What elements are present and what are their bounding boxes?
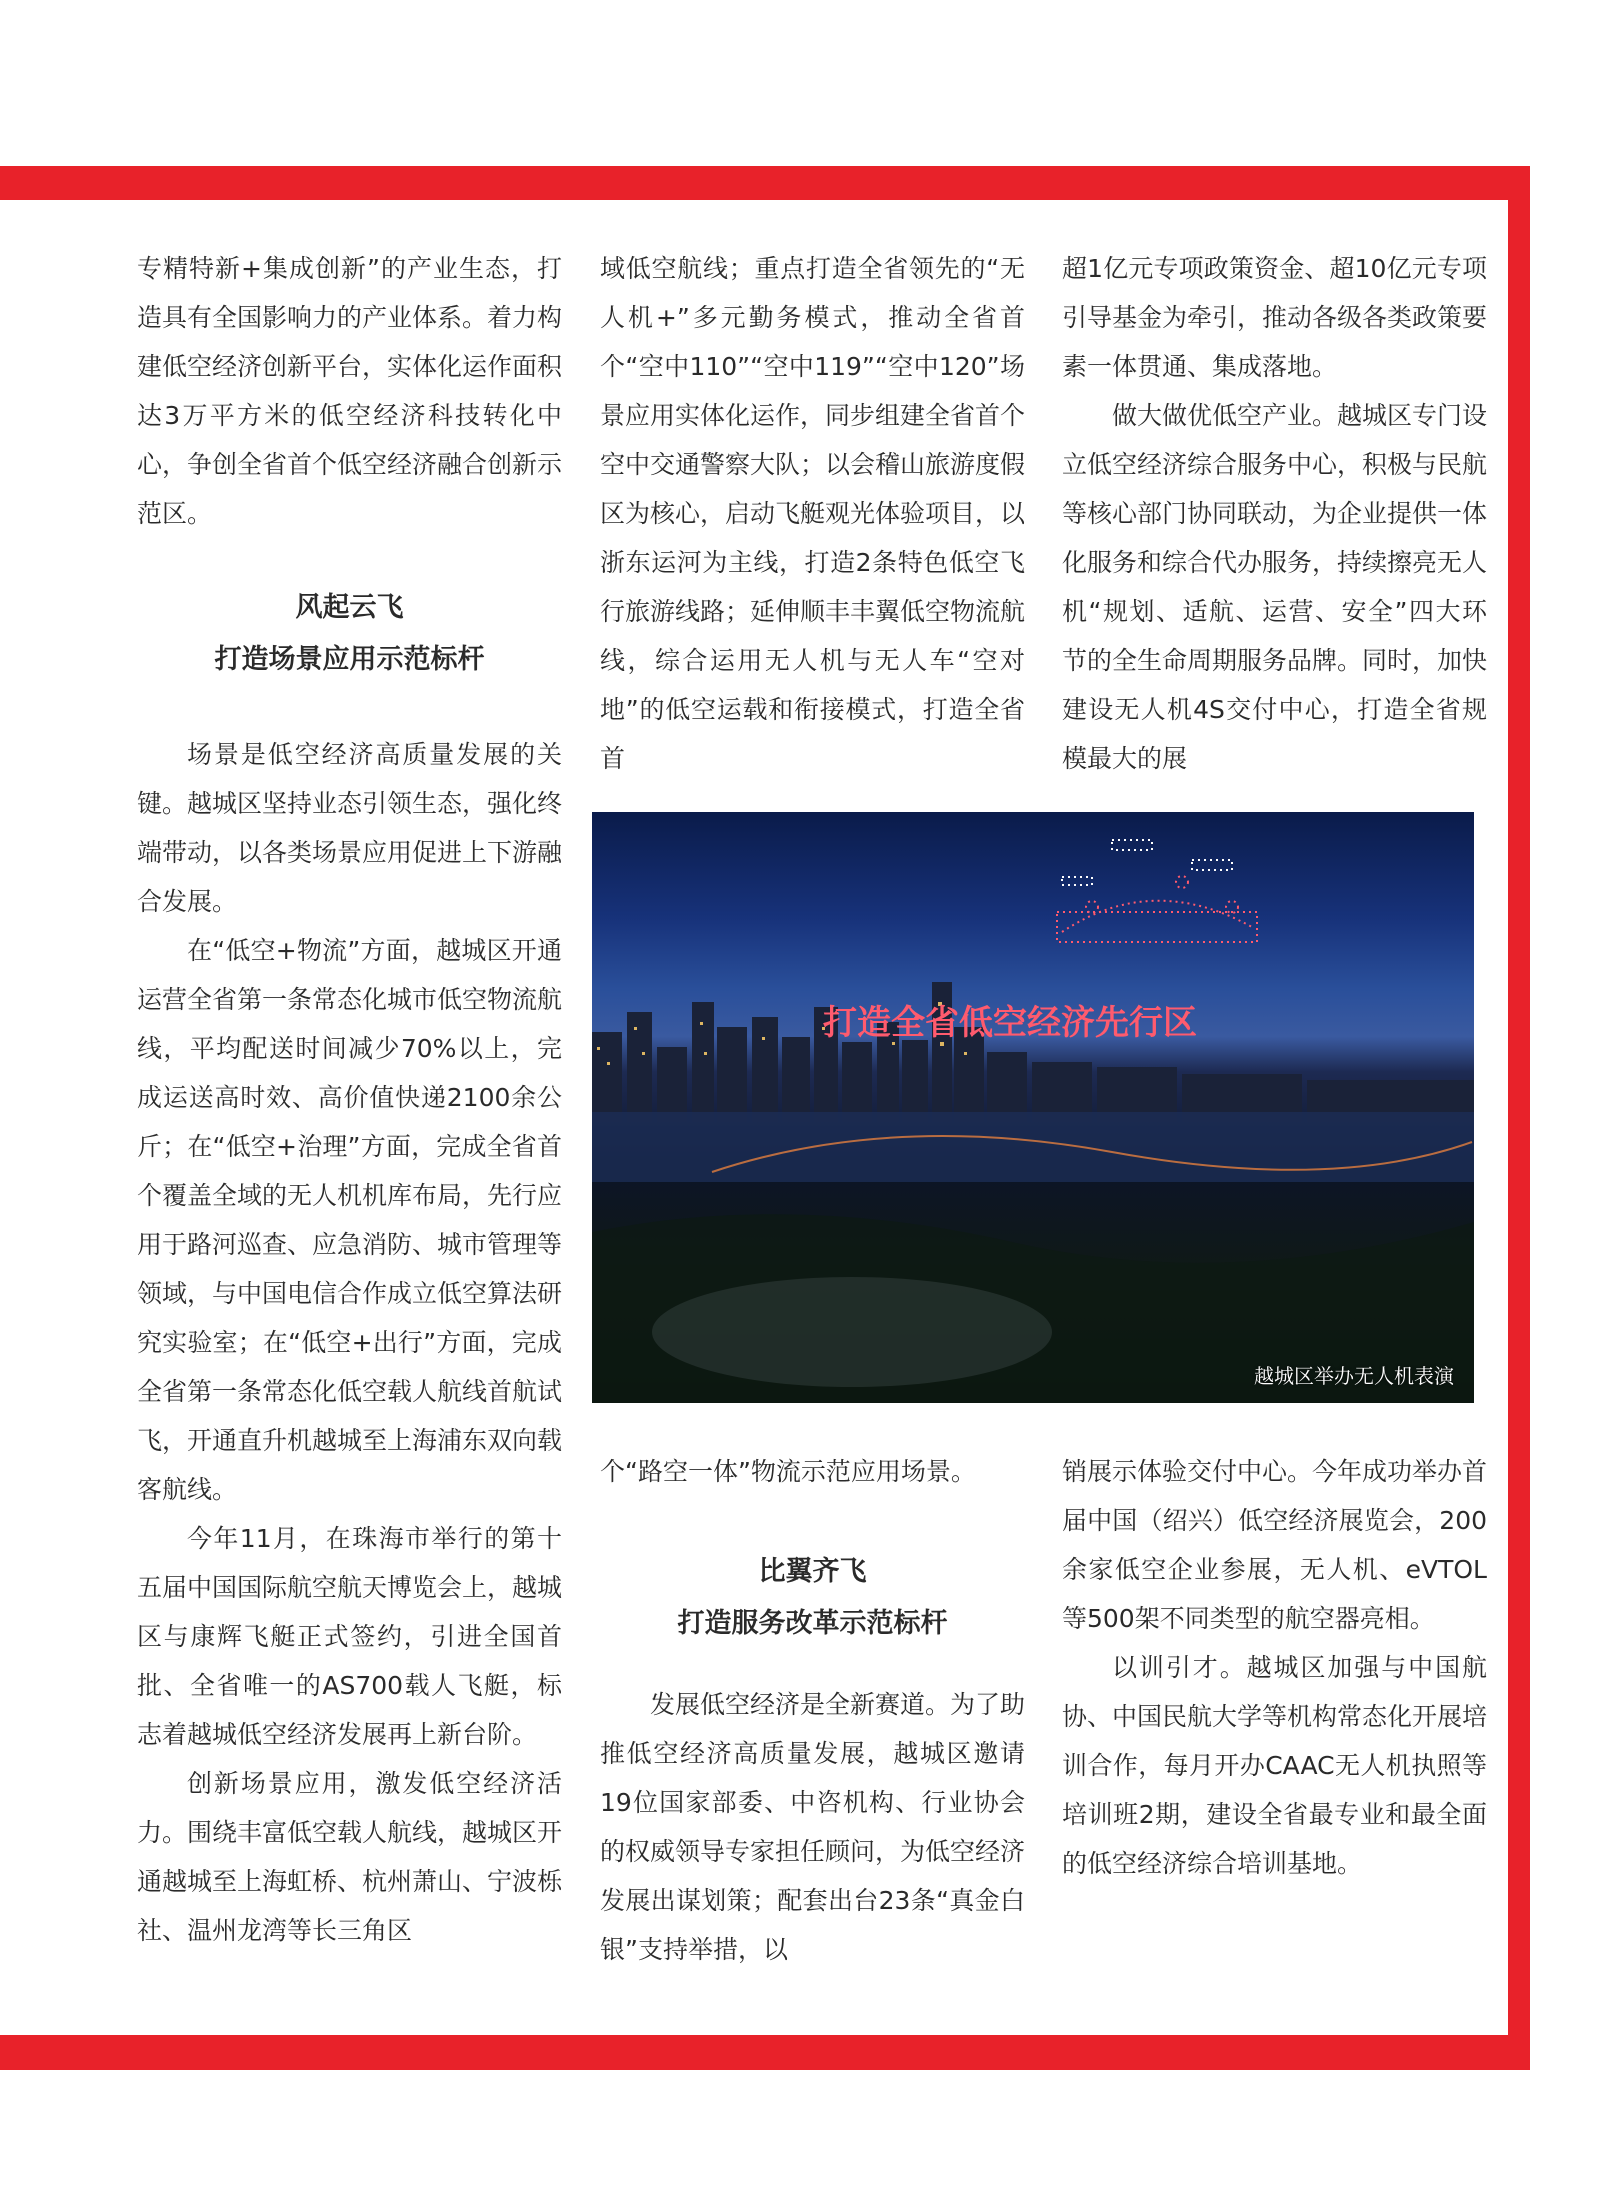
skyline	[592, 982, 1474, 1122]
column-middle-bottom	[600, 1447, 1025, 1974]
section-heading-1-line2: 打造场景应用示范标杆	[214, 644, 485, 675]
paragraph: 超1亿元专项政策资金、超10亿元专项引导基金为牵引，推动各级各类政策要素一体贯通、集成落地。	[1062, 254, 1488, 381]
paragraph: 今年11月，在珠海市举行的第十五届中国国际航空航天博览会上，越城区与康辉飞艇正式签约，引进全国首批、全省唯一的AS700载人飞艇，标志着越城低空经济发展再上新台阶。	[137, 1524, 563, 1749]
section-heading-2-line2: 打造服务改革示范标杆	[677, 1608, 948, 1639]
column-middle-top	[600, 244, 1025, 783]
paragraph: 域低空航线；重点打造全省领先的“无人机+”多元勤务模式，推动全省首个“空中110”“空中119”“空中120”场景应用实体化运作，同步组建全省首个空中交通警察大队；以会稽山旅游度假区为核心，启动飞艇观光体验项目，以浙东运河为主线，打造2条特色低空飞行旅游线路；延伸顺丰丰翼低空物流航线，综合运用无人机与无人车“空对地”的低空运载和衔接模式，打造全省首	[600, 254, 1026, 773]
paragraph: 专精特新+集成创新”的产业生态，打造具有全国影响力的产业体系。着力构建低空经济创新平台，实体化运作面积达3万平方米的低空经济科技转化中心，争创全省首个低空经济融合创新示范区。	[137, 254, 563, 528]
paragraph: 创新场景应用，激发低空经济活力。围绕丰富低空载人航线，越城区开通越城至上海虹桥、杭州萧山、宁波栎社、温州龙湾等长三角区	[137, 1769, 563, 1945]
paragraph: 销展示体验交付中心。今年成功举办首届中国（绍兴）低空经济展览会，200余家低空企业参展，无人机、eVTOL等500架不同类型的航空器亮相。	[1062, 1457, 1488, 1633]
paragraph: 做大做优低空产业。越城区专门设立低空经济综合服务中心，积极与民航等核心部门协同联动，为企业提供一体化服务和综合代办服务，持续擦亮无人机“规划、适航、运营、安全”四大环节的全生命周期服务品牌。同时，加快建设无人机4S交付中心，打造全省规模最大的展	[1062, 401, 1488, 773]
night-city-illustration	[592, 812, 1474, 1403]
paragraph: 个“路空一体”物流示范应用场景。	[600, 1457, 976, 1486]
lake	[592, 1112, 1474, 1182]
section-heading-1-line1: 风起云飞	[295, 592, 404, 623]
column-left	[137, 244, 562, 1955]
frame-right-bar	[1508, 166, 1530, 2070]
drone-light-text: 打造全省低空经济先行区	[823, 1004, 1197, 1042]
drone-formation-aircraft	[1062, 840, 1232, 885]
frame-bottom-bar	[0, 2035, 1530, 2070]
paragraph: 场景是低空经济高质量发展的关键。越城区坚持业态引领生态，强化终端带动，以各类场景应用促进上下游融合发展。	[137, 740, 563, 916]
drone-show-photo	[592, 812, 1474, 1403]
column-right-top	[1062, 244, 1487, 783]
frame-top-bar	[0, 166, 1530, 200]
photo-caption: 越城区举办无人机表演	[1254, 1364, 1454, 1388]
paragraph: 以训引才。越城区加强与中国航协、中国民航大学等机构常态化开展培训合作，每月开办CAAC无人机执照等培训班2期，建设全省最专业和最全面的低空经济综合培训基地。	[1062, 1653, 1488, 1878]
paragraph: 发展低空经济是全新赛道。为了助推低空经济高质量发展，越城区邀请19位国家部委、中咨机构、行业协会的权威领导专家担任顾问，为低空经济发展出谋划策；配套出台23条“真金白银”支持举措，以	[600, 1690, 1026, 1964]
section-heading-2-line1: 比翼齐飞	[758, 1556, 867, 1587]
column-right-bottom	[1062, 1447, 1487, 1888]
paragraph: 在“低空+物流”方面，越城区开通运营全省第一条常态化城市低空物流航线，平均配送时间减少70%以上，完成运送高时效、高价值快递2100余公斤；在“低空+治理”方面，完成全省首个覆盖全域的无人机机库布局，先行应用于路河巡查、应急消防、城市管理等领域，与中国电信合作成立低空算法研究实验室；在“低空+出行”方面，完成全省第一条常态化低空载人航线首航试飞，开通直升机越城至上海浦东双向载客航线。	[137, 936, 563, 1504]
